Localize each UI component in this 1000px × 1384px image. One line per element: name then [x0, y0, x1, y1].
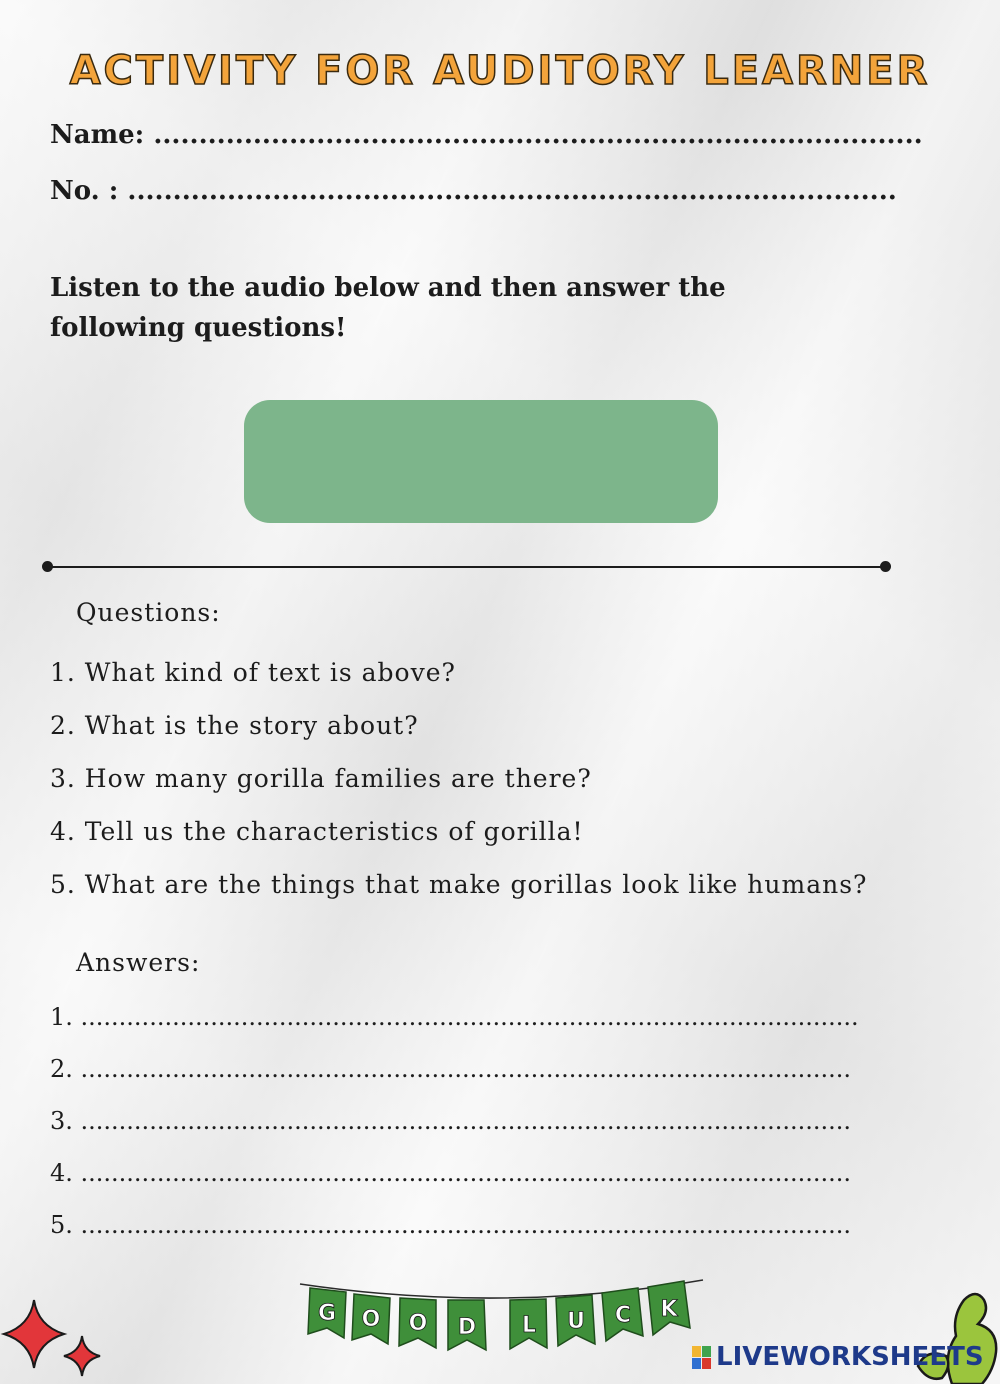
- banner-flag-c: [602, 1288, 643, 1341]
- banner-flag-o1: [352, 1294, 390, 1344]
- question-item: 3. How many gorilla families are there?: [50, 764, 592, 793]
- page-title: ACTIVITY FOR AUDITORY LEARNER: [69, 48, 931, 94]
- divider-line: [47, 566, 885, 568]
- banner-flag-u: [556, 1295, 595, 1346]
- banner-flag-l: [510, 1299, 547, 1349]
- number-field[interactable]: No. : .....................................................................................: [50, 176, 897, 206]
- banner-letter: O: [408, 1311, 428, 1336]
- audio-player-placeholder[interactable]: [244, 400, 718, 523]
- banner-letter: U: [567, 1309, 585, 1334]
- banner-letter: K: [660, 1297, 678, 1322]
- answer-line[interactable]: 2. .....................................................................................................: [50, 1055, 852, 1083]
- question-item: 1. What kind of text is above?: [50, 658, 456, 687]
- liveworksheets-logo-icon: [692, 1346, 712, 1370]
- question-item: 4. Tell us the characteristics of gorilla!: [50, 817, 584, 846]
- name-field[interactable]: Name: .....................................................................................: [50, 120, 923, 150]
- answer-line[interactable]: 1. ......................................................................................................: [50, 1003, 859, 1031]
- banner-flag-g: [308, 1288, 346, 1338]
- divider-right-dot: [880, 561, 891, 572]
- question-item: 5. What are the things that make gorillas look like humans?: [50, 870, 868, 899]
- question-item: 2. What is the story about?: [50, 711, 419, 740]
- banner-letter: L: [521, 1313, 537, 1338]
- answers-label: Answers:: [76, 948, 201, 977]
- sparkle-icon: [0, 1296, 110, 1384]
- banner-letter: G: [317, 1301, 337, 1326]
- banner-flag-d: [448, 1300, 486, 1350]
- answer-line[interactable]: 4. .....................................................................................................: [50, 1159, 852, 1187]
- good-luck-banner: [298, 1276, 708, 1376]
- banner-letter: D: [457, 1315, 477, 1340]
- banner-letter: O: [361, 1307, 381, 1332]
- questions-label: Questions:: [76, 598, 221, 627]
- answer-line[interactable]: 3. .....................................................................................................: [50, 1107, 852, 1135]
- liveworksheets-logo-text: LIVEWORKSHEETS: [716, 1342, 984, 1372]
- banner-flag-o2: [399, 1298, 436, 1348]
- banner-letter: C: [614, 1303, 632, 1328]
- instruction-text: Listen to the audio below and then answer the following questions!: [50, 273, 726, 343]
- banner-flag-k: [648, 1281, 690, 1335]
- answer-line[interactable]: 5. .....................................................................................................: [50, 1211, 852, 1239]
